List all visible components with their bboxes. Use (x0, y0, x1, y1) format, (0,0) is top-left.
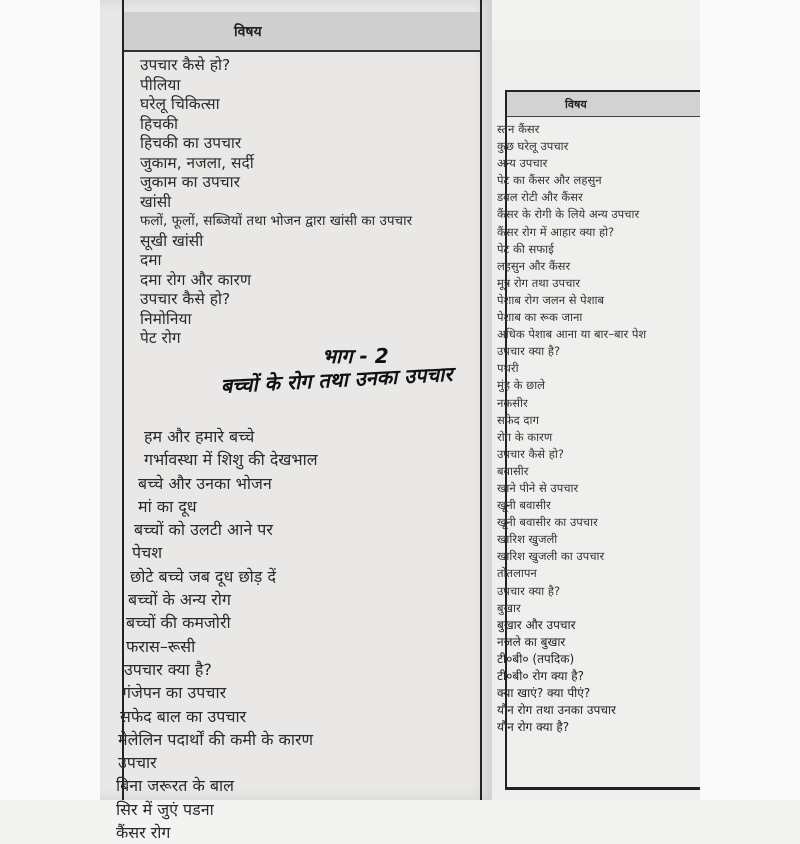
contents-item: टी०बी० रोग क्या है? (497, 669, 585, 683)
contents-item: लहसुन और कैंसर (497, 258, 571, 273)
right-page-header (507, 92, 700, 117)
contents-item: मूत्र रोग तथा उपचार (497, 275, 581, 290)
contents-item: खूनी बवासीर (497, 498, 551, 513)
contents-item: पेशाब रोग जलन से पेशाब (497, 292, 605, 307)
contents-item: बच्चे और उनका भोजन (138, 473, 272, 493)
contents-item: यौन रोग क्या है? (497, 720, 570, 735)
contents-item: फलों, फूलों, सब्जियों तथा भोजन द्वारा खांसी का उपचार (140, 213, 413, 229)
contents-item: कुछ घरेलू उपचार (497, 139, 569, 154)
contents-item: नजले का बुखार (497, 634, 566, 649)
contents-item: हिचकी का उपचार (140, 134, 242, 152)
contents-item: खारिश खुजली का उपचार (497, 549, 605, 564)
contents-item: पेशाब का रूक जाना (497, 310, 583, 325)
contents-item: दमा रोग और कारण (140, 270, 252, 289)
contents-item: पेट की सफाई (497, 241, 554, 256)
contents-item: बवासीर (497, 463, 529, 478)
contents-item: तोतलापन (497, 566, 537, 581)
contents-item: पेचश (132, 543, 163, 563)
contents-item: यौन रोग तथा उनका उपचार (497, 703, 616, 718)
contents-item: बच्चों की कमजोरी (126, 613, 231, 633)
contents-item: बच्चों के अन्य रोग (128, 590, 231, 610)
contents-item: कैंसर के रोगी के लिये अन्य उपचार (497, 207, 640, 222)
contents-item: उपचार क्या है? (124, 659, 212, 679)
contents-item: जुकाम, नजला, सर्दी (140, 153, 254, 172)
left-contents-list-part2 (116, 425, 486, 844)
contents-item: कैंसर रोग (116, 823, 171, 843)
part-subtitle: बच्चों के रोग तथा उनका उपचार (220, 361, 454, 398)
left-contents-list (140, 56, 480, 349)
contents-item: सूखी खांसी (140, 231, 204, 250)
contents-item: मुंह के छाले (497, 378, 545, 393)
contents-item: बुखार (497, 600, 521, 615)
contents-item: पेट का कैंसर और लहसुन (497, 173, 602, 188)
contents-item: डबल रोटी और कैंसर (497, 190, 583, 205)
contents-item: हिचकी (140, 114, 179, 133)
contents-item: दमा (140, 251, 162, 269)
contents-item: मेलेलिन पदार्थों की कमी के कारण (118, 729, 314, 749)
contents-item: उपचार कैसे हो? (497, 446, 564, 461)
contents-item: सफेद दाग (497, 412, 539, 427)
contents-item: उपचार क्या है? (497, 344, 561, 359)
contents-item: फरास–रूसी (126, 636, 196, 656)
contents-item: उपचार क्या है? (497, 583, 561, 598)
contents-item: निमोनिया (140, 309, 192, 328)
background-right (700, 0, 800, 800)
contents-item: टी०बी० (तपदिक) (497, 651, 575, 666)
contents-item: पेट रोग (140, 329, 181, 347)
contents-item: रोग के कारण (497, 429, 553, 444)
contents-item: खांसी (140, 192, 172, 211)
right-contents-list (497, 121, 702, 736)
left-page-header-title: विषय (234, 24, 262, 40)
contents-item: पीलिया (140, 75, 181, 94)
contents-item: जुकाम का उपचार (140, 173, 240, 191)
contents-item: गंजेपन का उपचार (122, 683, 227, 703)
contents-item: पथरी (497, 361, 519, 376)
contents-item: कैंसर रोग में आहार क्या हो? (497, 224, 615, 239)
contents-item: उपचार (118, 753, 157, 773)
right-page-header-title: विषय (565, 98, 587, 111)
contents-item: सफेद बाल का उपचार (120, 706, 247, 726)
contents-item: घरेलू चिकित्सा (140, 95, 220, 113)
contents-item: खाने पीने से उपचार (497, 480, 579, 495)
contents-item: स्तन कैंसर (497, 122, 540, 136)
contents-item: बिना जरूरत के बाल (116, 776, 234, 796)
contents-item: बच्चों को उलटी आने पर (134, 520, 273, 540)
contents-item: खारिश खुजली (497, 532, 558, 547)
contents-item: हम और हमारे बच्चे (144, 427, 255, 446)
left-page-header (124, 12, 480, 52)
contents-item: अधिक पेशाब आना या बार–बार पेश (497, 327, 647, 342)
contents-item: अन्य उपचार (497, 156, 548, 171)
contents-item: बुखार और उपचार (497, 617, 576, 632)
contents-item: क्या खाएं? क्या पीएं? (497, 686, 591, 701)
contents-item: मां का दूध (138, 496, 197, 516)
contents-item: सिर में जुएं पडना (116, 799, 214, 819)
contents-item: नकसीर (497, 395, 528, 410)
contents-item: खूनी बवासीर का उपचार (497, 515, 598, 530)
background-left (0, 0, 100, 800)
contents-item: उपचार कैसे हो? (140, 56, 231, 74)
contents-item: छोटे बच्चे जब दूध छोड़ दें (130, 566, 276, 586)
part-title: भाग - 2 (322, 344, 389, 368)
contents-item: गर्भावस्था में शिशु की देखभाल (144, 450, 318, 470)
contents-item: उपचार कैसे हो? (140, 290, 231, 308)
